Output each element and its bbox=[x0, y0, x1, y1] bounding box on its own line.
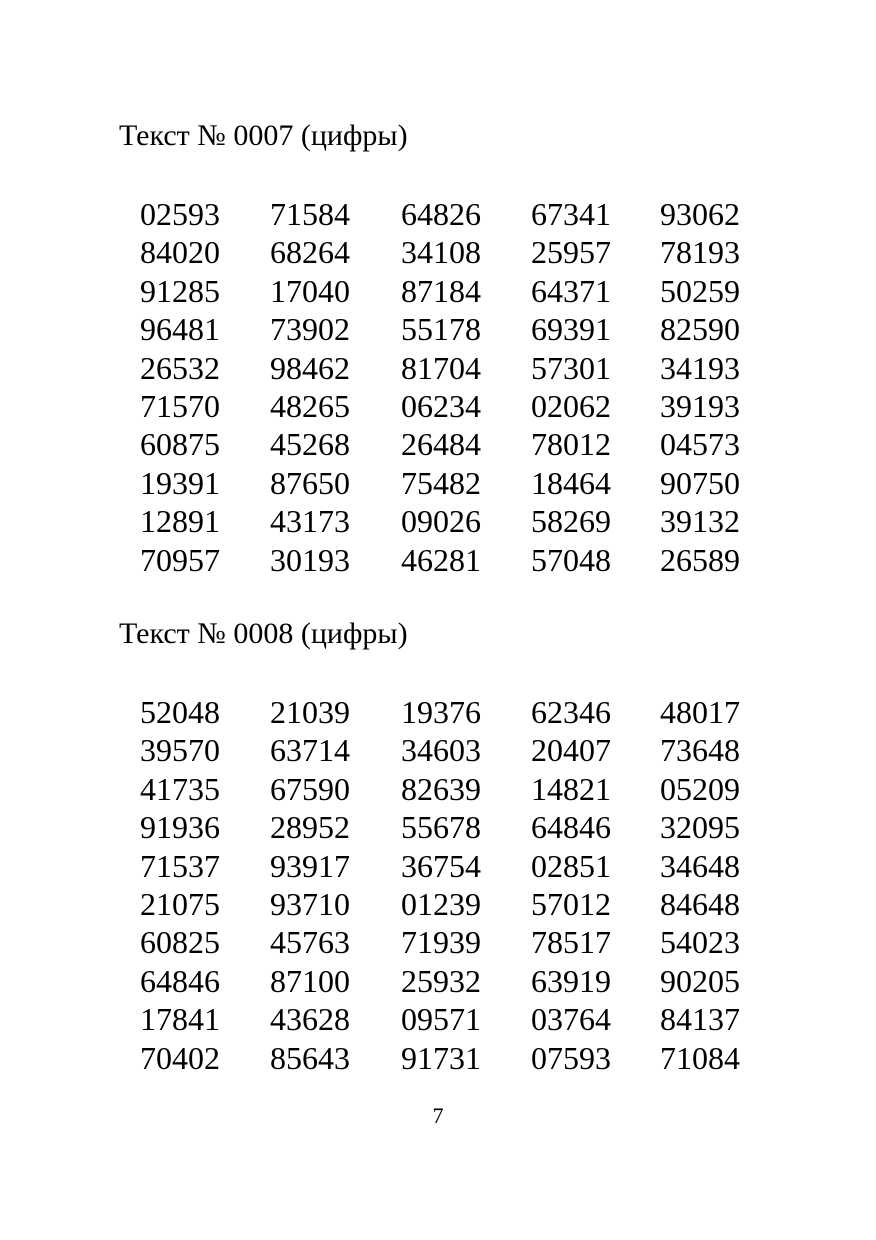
number-cell: 91731 bbox=[401, 1039, 481, 1076]
number-cell: 54023 bbox=[660, 924, 740, 961]
number-row bbox=[140, 997, 760, 1038]
number-cell: 64826 bbox=[401, 196, 481, 232]
number-cell: 73648 bbox=[660, 732, 740, 769]
number-cell: 03764 bbox=[531, 1001, 611, 1038]
number-cell: 48017 bbox=[660, 694, 740, 730]
number-row bbox=[140, 269, 760, 307]
number-cell: 34193 bbox=[660, 349, 740, 386]
number-cell: 17841 bbox=[140, 1001, 220, 1038]
number-cell: 34603 bbox=[401, 732, 481, 769]
number-row bbox=[140, 461, 760, 499]
number-cell: 41735 bbox=[140, 770, 220, 807]
number-cell: 57048 bbox=[531, 541, 611, 578]
page-number: 7 bbox=[432, 1103, 444, 1128]
number-cell: 20407 bbox=[531, 732, 611, 769]
number-cell: 98462 bbox=[270, 349, 350, 386]
number-cell: 82590 bbox=[660, 311, 740, 348]
number-row bbox=[140, 307, 760, 348]
number-cell: 58269 bbox=[531, 503, 611, 540]
number-cell: 36754 bbox=[401, 847, 481, 884]
number-cell: 81704 bbox=[401, 349, 481, 386]
number-cell: 67590 bbox=[270, 770, 350, 807]
number-cell: 17040 bbox=[270, 272, 350, 309]
number-cell: 02593 bbox=[140, 196, 220, 232]
number-cell: 02062 bbox=[531, 387, 611, 424]
number-row bbox=[140, 422, 760, 463]
number-cell: 84137 bbox=[660, 1001, 740, 1038]
number-cell: 12891 bbox=[140, 503, 220, 540]
number-cell: 39132 bbox=[660, 503, 740, 540]
number-cell: 62346 bbox=[531, 694, 611, 730]
number-cell: 06234 bbox=[401, 387, 481, 424]
number-row bbox=[140, 920, 760, 961]
number-table bbox=[140, 690, 760, 1074]
number-cell: 91285 bbox=[140, 272, 220, 309]
number-cell: 68264 bbox=[270, 234, 350, 271]
number-cell: 32095 bbox=[660, 809, 740, 846]
number-cell: 55178 bbox=[401, 311, 481, 348]
number-cell: 71084 bbox=[660, 1039, 740, 1076]
number-cell: 91936 bbox=[140, 809, 220, 846]
number-cell: 18464 bbox=[531, 464, 611, 501]
number-cell: 34648 bbox=[660, 847, 740, 884]
number-cell: 96481 bbox=[140, 311, 220, 348]
number-cell: 48265 bbox=[270, 387, 350, 424]
number-cell: 78193 bbox=[660, 234, 740, 271]
number-row bbox=[140, 959, 760, 997]
number-cell: 19376 bbox=[401, 694, 481, 730]
number-cell: 67341 bbox=[531, 196, 611, 232]
number-cell: 45268 bbox=[270, 426, 350, 463]
number-cell: 69391 bbox=[531, 311, 611, 348]
number-cell: 64846 bbox=[531, 809, 611, 846]
number-cell: 85643 bbox=[270, 1039, 350, 1076]
number-cell: 34108 bbox=[401, 234, 481, 271]
number-row bbox=[140, 882, 760, 920]
number-table bbox=[140, 192, 760, 576]
number-cell: 25932 bbox=[401, 962, 481, 999]
number-cell: 09571 bbox=[401, 1001, 481, 1038]
number-cell: 19391 bbox=[140, 464, 220, 501]
number-cell: 57301 bbox=[531, 349, 611, 386]
number-row bbox=[140, 767, 760, 805]
number-row bbox=[140, 230, 760, 271]
number-cell: 87184 bbox=[401, 272, 481, 309]
number-cell: 02851 bbox=[531, 847, 611, 884]
number-cell: 63919 bbox=[531, 962, 611, 999]
number-row bbox=[140, 1036, 760, 1074]
number-row bbox=[140, 728, 760, 769]
number-cell: 60875 bbox=[140, 426, 220, 463]
number-cell: 39570 bbox=[140, 732, 220, 769]
number-row bbox=[140, 844, 760, 882]
number-cell: 71537 bbox=[140, 847, 220, 884]
number-cell: 45763 bbox=[270, 924, 350, 961]
number-cell: 60825 bbox=[140, 924, 220, 961]
number-cell: 50259 bbox=[660, 272, 740, 309]
number-cell: 71570 bbox=[140, 387, 220, 424]
number-cell: 64371 bbox=[531, 272, 611, 309]
number-cell: 43628 bbox=[270, 1001, 350, 1038]
number-cell: 71584 bbox=[270, 196, 350, 232]
number-cell: 26532 bbox=[140, 349, 220, 386]
number-cell: 25957 bbox=[531, 234, 611, 271]
number-cell: 93917 bbox=[270, 847, 350, 884]
number-row bbox=[140, 192, 760, 230]
number-cell: 90205 bbox=[660, 962, 740, 999]
number-row bbox=[140, 346, 760, 384]
number-row bbox=[140, 538, 760, 576]
number-row bbox=[140, 805, 760, 846]
number-cell: 57012 bbox=[531, 885, 611, 922]
number-cell: 87650 bbox=[270, 464, 350, 501]
number-cell: 75482 bbox=[401, 464, 481, 501]
number-cell: 93710 bbox=[270, 885, 350, 922]
number-cell: 21039 bbox=[270, 694, 350, 730]
number-cell: 04573 bbox=[660, 426, 740, 463]
number-row bbox=[140, 499, 760, 540]
number-cell: 90750 bbox=[660, 464, 740, 501]
number-cell: 71939 bbox=[401, 924, 481, 961]
number-cell: 55678 bbox=[401, 809, 481, 846]
number-cell: 84020 bbox=[140, 234, 220, 271]
number-cell: 01239 bbox=[401, 885, 481, 922]
number-cell: 21075 bbox=[140, 885, 220, 922]
number-cell: 84648 bbox=[660, 885, 740, 922]
number-cell: 09026 bbox=[401, 503, 481, 540]
number-cell: 07593 bbox=[531, 1039, 611, 1076]
number-cell: 30193 bbox=[270, 541, 350, 578]
number-cell: 46281 bbox=[401, 541, 481, 578]
number-cell: 87100 bbox=[270, 962, 350, 999]
number-cell: 93062 bbox=[660, 196, 740, 232]
number-cell: 70402 bbox=[140, 1039, 220, 1076]
number-cell: 63714 bbox=[270, 732, 350, 769]
number-cell: 14821 bbox=[531, 770, 611, 807]
number-cell: 73902 bbox=[270, 311, 350, 348]
number-row bbox=[140, 690, 760, 728]
section-title: Текст № 0007 (цифры) bbox=[119, 119, 408, 152]
number-cell: 28952 bbox=[270, 809, 350, 846]
number-cell: 78517 bbox=[531, 924, 611, 961]
number-cell: 26484 bbox=[401, 426, 481, 463]
number-cell: 52048 bbox=[140, 694, 220, 730]
number-cell: 43173 bbox=[270, 503, 350, 540]
number-row bbox=[140, 384, 760, 422]
number-cell: 39193 bbox=[660, 387, 740, 424]
number-cell: 78012 bbox=[531, 426, 611, 463]
number-cell: 05209 bbox=[660, 770, 740, 807]
number-cell: 82639 bbox=[401, 770, 481, 807]
number-cell: 26589 bbox=[660, 541, 740, 578]
section-title: Текст № 0008 (цифры) bbox=[119, 617, 408, 650]
number-cell: 70957 bbox=[140, 541, 220, 578]
number-cell: 64846 bbox=[140, 962, 220, 999]
